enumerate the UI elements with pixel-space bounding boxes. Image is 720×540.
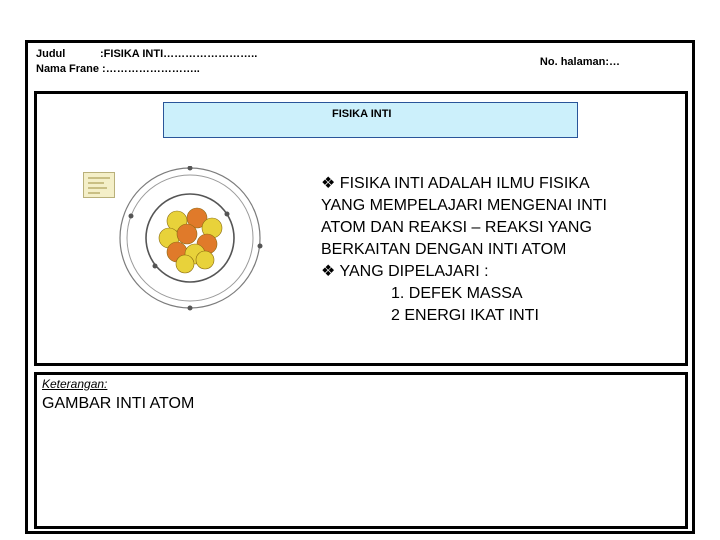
bullet-list <box>321 173 661 327</box>
atom-illustration <box>117 166 267 316</box>
thumbnail-image <box>83 172 115 198</box>
notes-panel <box>34 372 688 529</box>
bullet-line: ATOM DAN REAKSI – REAKSI YANG <box>321 219 592 236</box>
judul-value: :FISIKA INTI…………………….. <box>100 48 258 60</box>
judul-label: Judul <box>36 48 66 60</box>
notes-text: GAMBAR INTI ATOM <box>42 395 195 412</box>
nama-frame-field: Nama Frane :…………………….. <box>36 63 200 75</box>
title-banner <box>163 102 578 138</box>
storyboard-frame <box>25 40 695 534</box>
bullet-line: ❖ YANG DIPELAJARI : <box>321 263 489 280</box>
content-panel <box>34 91 688 366</box>
bullet-line: YANG MEMPELAJARI MENGENAI INTI <box>321 197 607 214</box>
page-number-field: No. halaman:… <box>539 56 620 68</box>
notes-label: Keterangan: <box>42 377 108 391</box>
bullet-line: ❖ FISIKA INTI ADALAH ILMU FISIKA <box>321 175 590 192</box>
bullet-subitem: 2 ENERGI IKAT INTI <box>391 307 539 324</box>
bullet-line: BERKAITAN DENGAN INTI ATOM <box>321 241 567 258</box>
page-title: FISIKA INTI <box>332 108 392 120</box>
bullet-subitem: 1. DEFEK MASSA <box>391 285 523 302</box>
header-left <box>36 47 257 77</box>
